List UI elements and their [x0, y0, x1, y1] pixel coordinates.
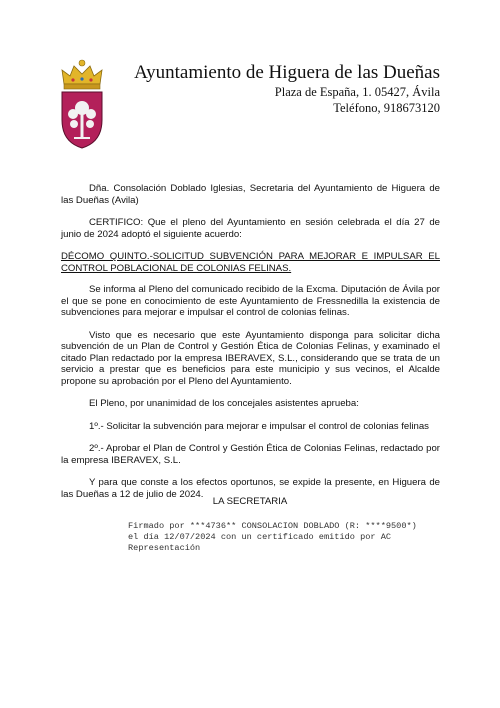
resolution-item-1: 1º.- Solicitar la subvención para mejorar e impulsar el control de colonias felinas	[89, 420, 429, 432]
certificate-body	[61, 183, 440, 511]
council-name: Ayuntamiento de Higuera de las Dueñas	[134, 62, 440, 83]
paragraph-plan: Visto que es necesario que este Ayuntamiento disponga para solicitar dicha subvención de un Plan de Control y Gestión Ética de Colonias Felinas, y examinado el citado Plan redactado por la empresa IBERAVEX, S.L., considerando que se trata de un servicio a prestar que es beneficios para este municipio y sus vecinos, el Alcalde propone su aprobación por el Pleno del Ayuntamiento.	[61, 329, 440, 387]
digital-signature-stamp: Firmado por ***4736** CONSOLACION DOBLADO (R: ****9500*) el día 12/07/2024 con un certificado emitido por AC Representación	[128, 521, 417, 553]
signatory-role: LA SECRETARIA	[212, 496, 288, 507]
paragraph-communication: Se informa al Pleno del comunicado recibido de la Excma. Diputación de Ávila por el que se pone en conocimiento de este Ayuntamiento de Fressnedilla la existencia de subvenciones para mejorar e impulsar el control de colonias felinas.	[61, 284, 440, 318]
closing-statement: Y para que conste a los efectos oportunos, se expide la presente, en Higuera de las Dueñas a 12 de julio de 2024.	[61, 477, 440, 500]
secretary-intro: Dña. Consolación Doblado Iglesias, Secretaria del Ayuntamiento de Higuera de las Dueñas (Avila)	[61, 183, 440, 206]
agreement-heading: DÉCOMO QUINTO.-SOLICITUD SUBVENCIÓN PARA MEJORAR E IMPULSAR EL CONTROL POBLACIONAL DE COLONIAS FELINAS.	[61, 251, 440, 274]
paragraph-vote: El Pleno, por unanimidad de los concejales asistentes aprueba:	[89, 398, 359, 409]
council-phone: Teléfono, 918673120	[333, 101, 440, 115]
council-address: Plaza de España, 1. 05427, Ávila	[274, 85, 440, 99]
certification-statement: CERTIFICO: Que el pleno del Ayuntamiento en sesión celebrada el día 27 de junio de 2024 adoptó el siguiente acuerdo:	[61, 217, 440, 240]
resolution-item-2: 2º.- Aprobar el Plan de Control y Gestión Ética de Colonias Felinas, redactado por la empresa IBERAVEX, S.L.	[61, 443, 440, 466]
coat-of-arms-icon	[58, 58, 106, 150]
